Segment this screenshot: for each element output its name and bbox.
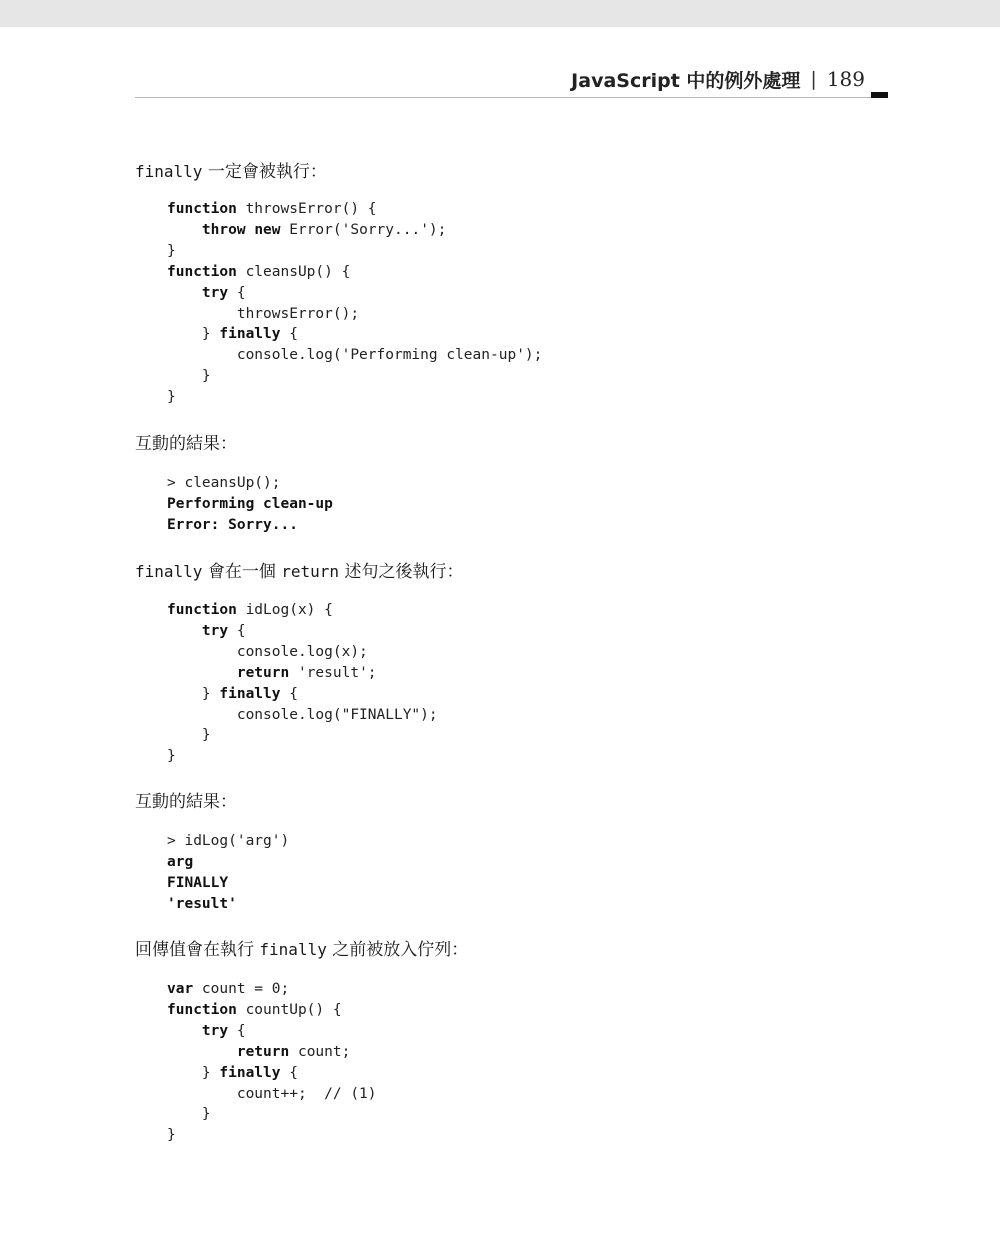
code-text: Error('Sorry...'); xyxy=(280,221,447,238)
code-line xyxy=(167,748,176,764)
code-text: } xyxy=(167,368,211,385)
code-block-idlog xyxy=(167,600,438,767)
code-keyword: arg xyxy=(167,853,194,870)
code-keyword: try xyxy=(201,622,229,639)
thumb-tab-marker xyxy=(871,92,888,98)
code-line xyxy=(167,623,246,639)
code-line xyxy=(167,1127,176,1143)
section-heading-interaction-result-1: 互動的結果： xyxy=(135,434,237,454)
section-heading-interaction-result-2: 互動的結果： xyxy=(135,792,237,812)
section-heading-finally-after-return: finally 會在一個 return 述句之後執行： xyxy=(135,562,464,582)
code-text xyxy=(167,665,237,681)
code-keyword: finally xyxy=(219,685,281,702)
code-line xyxy=(167,368,211,384)
code-line xyxy=(167,665,377,681)
code-text: } xyxy=(167,1127,176,1144)
code-text: { xyxy=(228,1022,246,1039)
code-text xyxy=(167,623,202,639)
code-keyword: FINALLY xyxy=(167,874,229,891)
code-keyword: return xyxy=(236,664,290,681)
code-line xyxy=(167,475,281,491)
code-text: } xyxy=(167,1106,211,1123)
code-text: 'result'; xyxy=(289,664,377,681)
code-keyword: function xyxy=(167,263,237,280)
code-text: count = 0; xyxy=(193,981,290,997)
code-keyword: try xyxy=(201,284,229,301)
code-text: } xyxy=(167,748,176,765)
code-text: } xyxy=(167,389,176,406)
code-text xyxy=(167,1044,237,1060)
code-text: count++; // (1) xyxy=(167,1085,377,1102)
code-keyword: return xyxy=(236,1043,290,1060)
code-keyword: 'result' xyxy=(167,895,237,912)
header-rule xyxy=(135,97,888,98)
code-text: console.log("FINALLY"); xyxy=(167,706,438,723)
code-block-cleansup-output xyxy=(167,473,333,536)
code-keyword: function xyxy=(167,201,237,217)
code-text: { xyxy=(280,326,298,343)
code-line xyxy=(167,1086,377,1102)
code-keyword: try xyxy=(201,1022,229,1039)
code-line xyxy=(167,264,350,280)
code-text: throwsError(); xyxy=(167,305,360,322)
code-line xyxy=(167,896,237,912)
code-text: countUp() { xyxy=(236,1001,342,1018)
code-line xyxy=(167,707,438,723)
code-keyword: Error: Sorry... xyxy=(167,516,298,533)
code-keyword: throw xyxy=(201,221,246,238)
code-text: { xyxy=(228,284,246,301)
code-line xyxy=(167,243,176,259)
code-text xyxy=(167,1023,202,1039)
code-text: } xyxy=(167,685,220,702)
code-keyword: new xyxy=(254,221,281,238)
top-margin-band xyxy=(0,0,1000,27)
code-text: > cleansUp(); xyxy=(167,475,281,491)
code-text: count; xyxy=(289,1043,351,1060)
code-block-countup xyxy=(167,979,377,1146)
code-text: { xyxy=(280,685,298,702)
code-line xyxy=(167,389,176,405)
code-line xyxy=(167,347,542,363)
code-text: { xyxy=(280,1064,298,1081)
code-line xyxy=(167,1002,342,1018)
code-text: idLog(x) { xyxy=(236,602,333,618)
code-line xyxy=(167,981,289,997)
code-line xyxy=(167,875,228,891)
code-text xyxy=(167,285,202,301)
code-line xyxy=(167,644,368,660)
code-line xyxy=(167,854,193,870)
code-keyword: finally xyxy=(219,1064,281,1081)
code-block-cleansup xyxy=(167,199,542,408)
code-line xyxy=(167,201,377,217)
code-text: } xyxy=(167,727,211,744)
code-line xyxy=(167,306,359,322)
code-line xyxy=(167,686,298,702)
code-line xyxy=(167,833,289,849)
code-text: console.log('Performing clean-up'); xyxy=(167,347,543,364)
code-line xyxy=(167,326,298,342)
header-separator: | xyxy=(810,68,817,90)
code-keyword: function xyxy=(167,1001,237,1018)
code-text: } xyxy=(167,326,220,343)
code-text: console.log(x); xyxy=(167,643,368,660)
chapter-title: JavaScript 中的例外處理 xyxy=(571,69,801,92)
code-text: { xyxy=(228,622,246,639)
code-text xyxy=(246,222,255,238)
code-line xyxy=(167,222,446,238)
code-block-idlog-output xyxy=(167,831,289,915)
code-line xyxy=(167,1023,246,1039)
code-keyword: var xyxy=(167,981,194,997)
code-keyword: function xyxy=(167,602,237,618)
code-line xyxy=(167,727,211,743)
code-line xyxy=(167,1065,298,1081)
code-keyword: finally xyxy=(219,326,281,343)
page-number: 189 xyxy=(826,67,865,91)
code-keyword: Performing clean-up xyxy=(167,495,333,512)
code-text: } xyxy=(167,1064,220,1081)
running-header xyxy=(135,62,865,96)
code-text: throwsError() { xyxy=(236,201,377,217)
code-line xyxy=(167,602,333,618)
code-line xyxy=(167,1106,211,1122)
code-text: cleansUp() { xyxy=(236,263,351,280)
code-line xyxy=(167,285,246,301)
section-heading-finally-always-runs: finally 一定會被執行： xyxy=(135,162,327,182)
code-text xyxy=(167,222,202,238)
code-line xyxy=(167,1044,350,1060)
section-heading-return-value-queued: 回傳值會在執行 finally 之前被放入佇列： xyxy=(135,940,469,960)
code-line xyxy=(167,517,298,533)
code-text: > idLog('arg') xyxy=(167,833,290,849)
code-text: } xyxy=(167,242,176,259)
code-line xyxy=(167,496,333,512)
